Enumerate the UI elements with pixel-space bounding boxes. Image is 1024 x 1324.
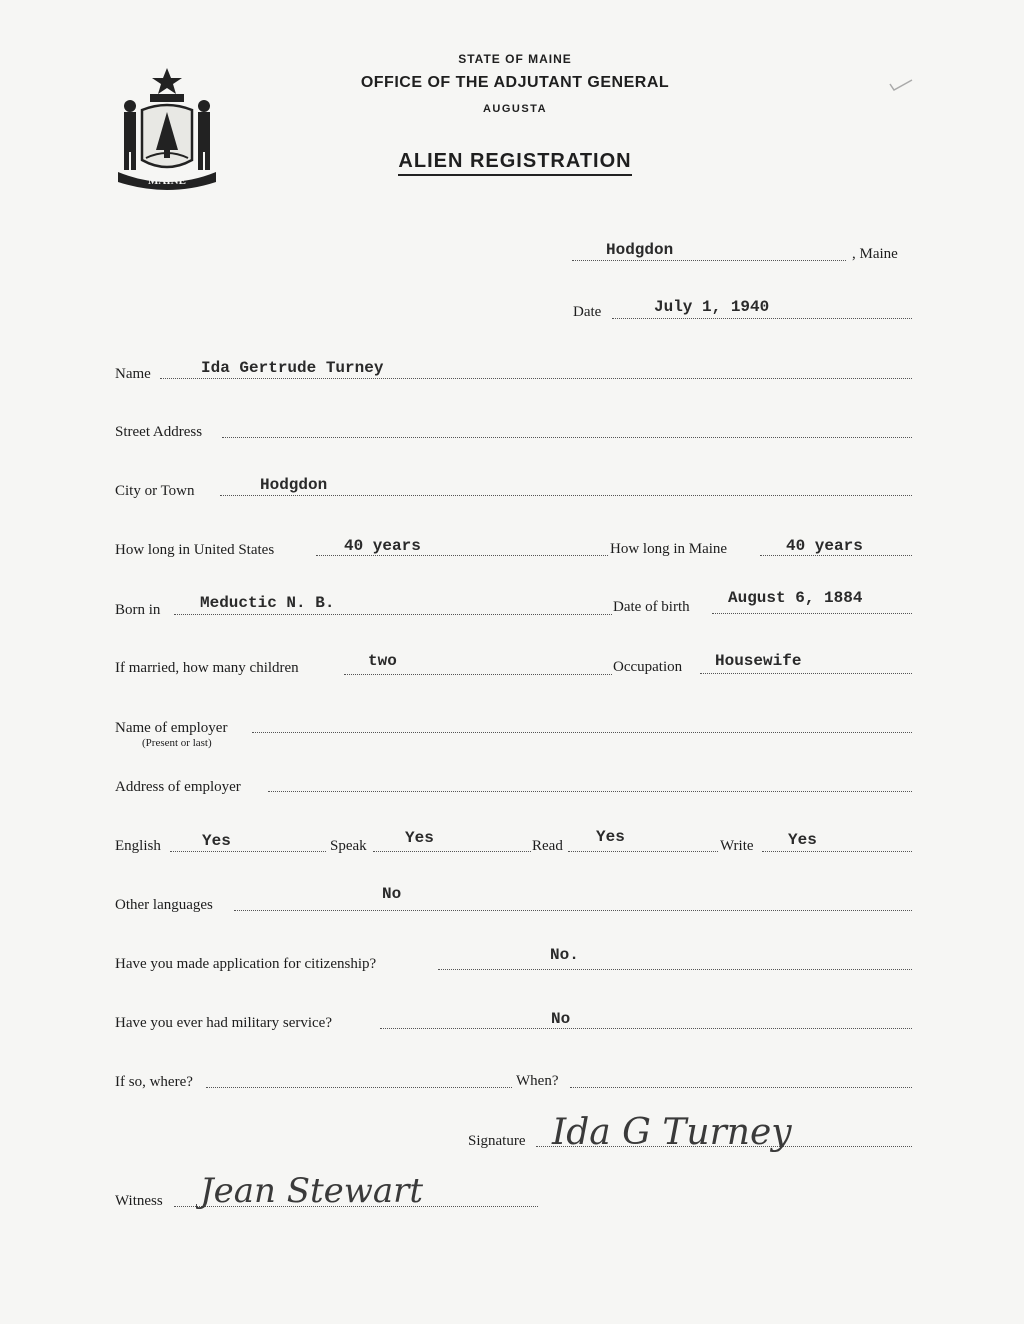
town-value: Hodgdon <box>606 241 674 259</box>
city-label: City or Town <box>115 483 195 499</box>
read-value: Yes <box>596 828 625 846</box>
dob-label: Date of birth <box>613 599 690 615</box>
us-years-label: How long in United States <box>115 542 275 558</box>
when-label: When? <box>516 1073 559 1089</box>
occupation-label: Occupation <box>613 659 683 675</box>
employer-address-label: Address of employer <box>115 779 241 795</box>
citizenship-label: Have you made application for citizenship? <box>115 956 377 972</box>
witness-label: Witness <box>115 1193 163 1209</box>
write-label: Write <box>720 838 754 854</box>
children-label: If married, how many children <box>115 660 299 676</box>
citizenship-value: No. <box>550 946 579 964</box>
check-mark-icon <box>886 76 916 96</box>
speak-label: Speak <box>330 838 367 854</box>
svg-text:MAINE: MAINE <box>148 175 186 187</box>
write-value: Yes <box>788 831 817 849</box>
maine-years-value: 40 years <box>786 537 863 555</box>
witness-handwriting <box>196 1160 496 1230</box>
military-label: Have you ever had military service? <box>115 1015 332 1031</box>
header-city: AUGUSTA <box>482 103 548 115</box>
header-office: OFFICE OF THE ADJUTANT GENERAL <box>360 74 670 91</box>
read-label: Read <box>532 838 563 854</box>
signature-label: Signature <box>468 1133 526 1149</box>
us-years-value: 40 years <box>344 537 421 555</box>
where-label: If so, where? <box>115 1074 193 1090</box>
maine-years-label: How long in Maine <box>610 541 728 557</box>
svg-text:Jean Stewart: Jean Stewart <box>200 1171 424 1211</box>
occupation-value: Housewife <box>715 652 802 670</box>
english-value: Yes <box>202 832 231 850</box>
name-value: Ida Gertrude Turney <box>201 359 384 377</box>
children-value: two <box>368 652 397 670</box>
other-languages-value: No <box>382 885 402 903</box>
date-value: July 1, 1940 <box>654 298 770 316</box>
header-state: STATE OF MAINE <box>458 52 572 66</box>
military-value: No <box>551 1010 571 1028</box>
speak-value: Yes <box>405 829 434 847</box>
town-suffix: , Maine <box>852 246 898 262</box>
english-label: English <box>115 838 161 854</box>
dob-value: August 6, 1884 <box>728 589 863 607</box>
employer-label: Name of employer <box>115 720 228 736</box>
signature-handwriting <box>546 1090 866 1180</box>
form-title: ALIEN REGISTRATION <box>330 150 700 173</box>
other-languages-label: Other languages <box>115 897 213 913</box>
date-label: Date <box>573 304 602 320</box>
born-in-label: Born in <box>115 602 161 618</box>
maine-state-seal <box>112 64 222 192</box>
svg-text:Ida G Turney: Ida G Turney <box>552 1112 792 1153</box>
name-label: Name <box>115 366 151 382</box>
street-address-label: Street Address <box>115 424 203 440</box>
employer-note: (Present or last) <box>142 737 212 749</box>
city-value: Hodgdon <box>260 476 328 494</box>
born-in-value: Meductic N. B. <box>200 594 335 612</box>
